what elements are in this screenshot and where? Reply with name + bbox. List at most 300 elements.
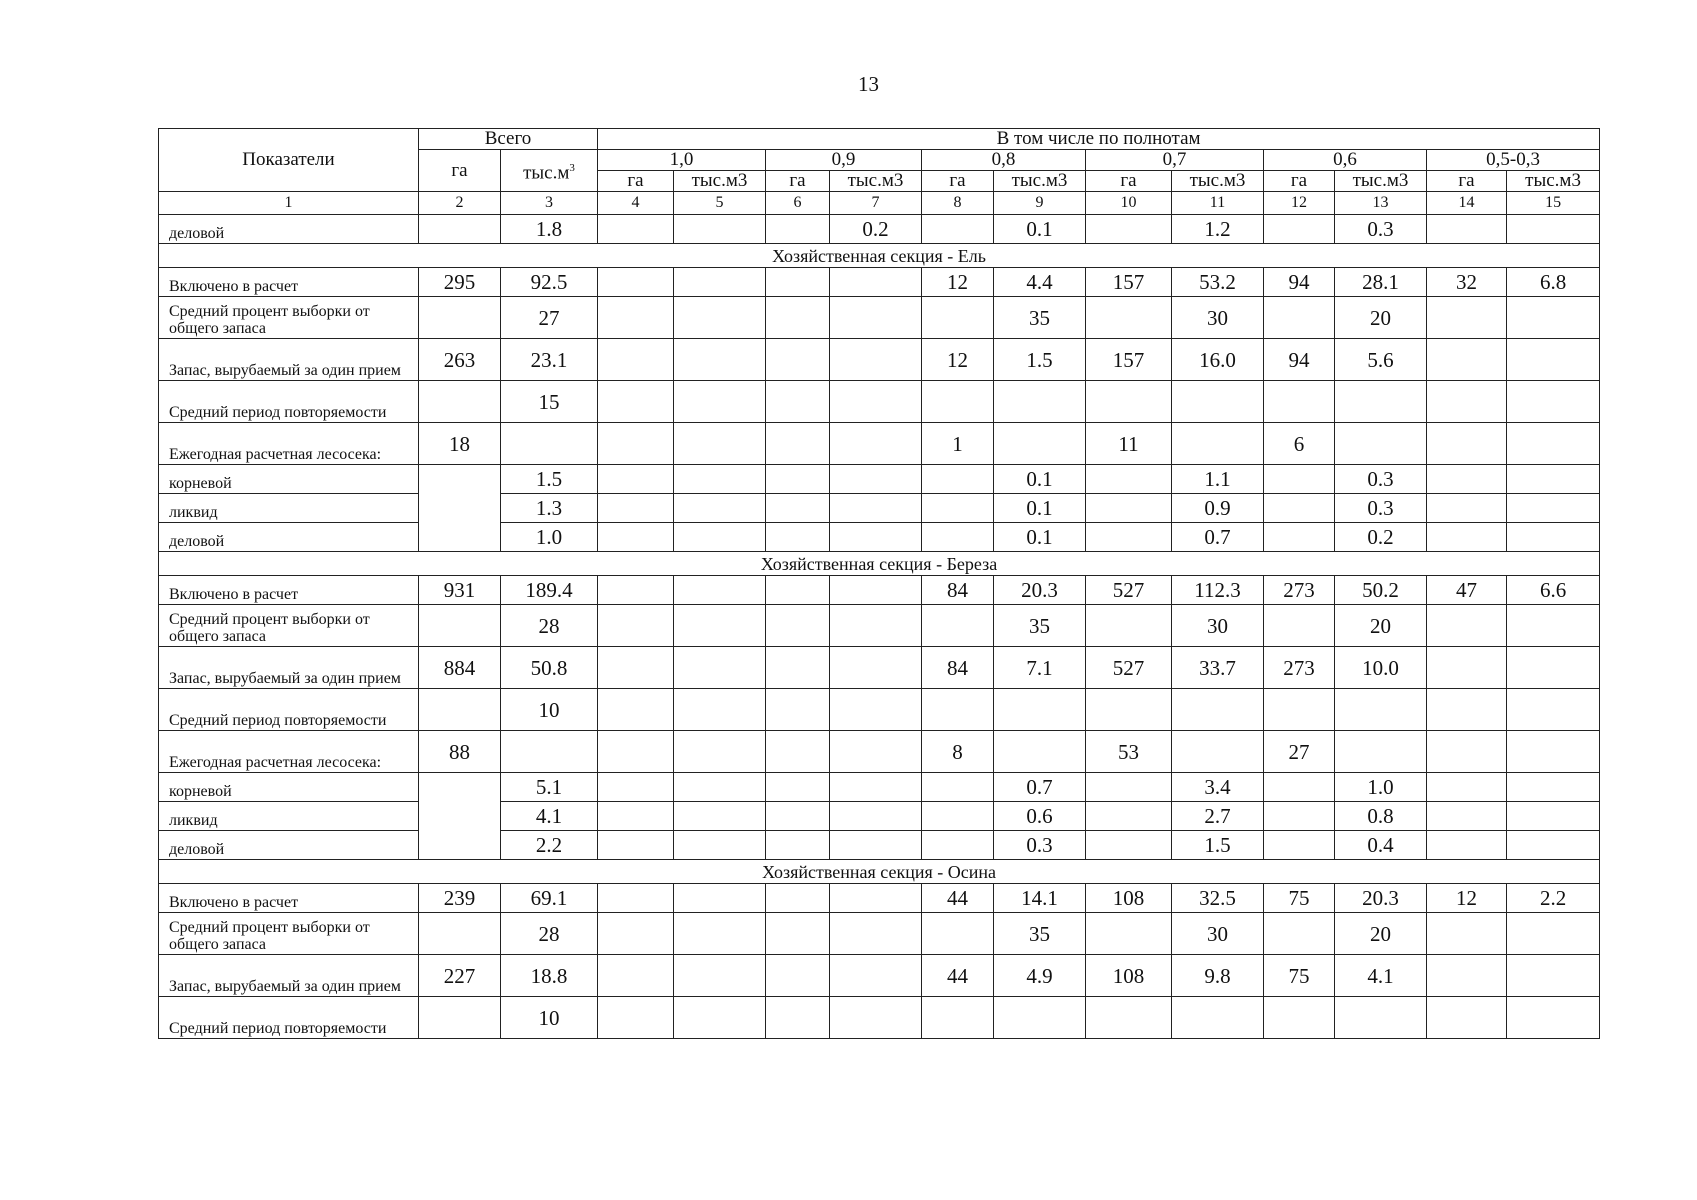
table-row [159, 465, 1600, 494]
row-label: Средний период повторяемости [159, 381, 419, 423]
table-cell [1086, 523, 1172, 552]
table-cell [1507, 689, 1600, 731]
density-header: 0,9 [766, 150, 922, 171]
table-cell [1264, 689, 1335, 731]
density-header: 0,7 [1086, 150, 1264, 171]
table-cell: 75 [1264, 955, 1335, 997]
table-cell: 263 [419, 339, 501, 381]
table-cell [1507, 955, 1600, 997]
table-cell [830, 605, 922, 647]
column-number: 11 [1172, 192, 1264, 215]
section-row [159, 244, 1600, 268]
page-number: 13 [858, 72, 879, 96]
table-cell: 30 [1172, 913, 1264, 955]
table-cell [674, 523, 766, 552]
row-label: деловой [159, 215, 419, 244]
table-cell [922, 773, 994, 802]
unit-ha-header: га [1086, 171, 1172, 192]
table-cell [766, 731, 830, 773]
table-cell: 35 [994, 297, 1086, 339]
row-label: деловой [159, 831, 419, 860]
table-cell: 20 [1335, 605, 1427, 647]
column-number: 1 [159, 192, 419, 215]
table-cell [598, 689, 674, 731]
density-header: 0,8 [922, 150, 1086, 171]
table-cell [1427, 913, 1507, 955]
table-row [159, 773, 1600, 802]
table-cell [1264, 802, 1335, 831]
table-cell [1507, 802, 1600, 831]
table-row [159, 913, 1600, 955]
table-cell [1507, 773, 1600, 802]
table-cell [1427, 997, 1507, 1039]
table-cell: 50.2 [1335, 576, 1427, 605]
table-cell [1427, 955, 1507, 997]
table-cell: 0.3 [1335, 494, 1427, 523]
table-row [159, 955, 1600, 997]
table-cell [766, 523, 830, 552]
table-cell: 84 [922, 647, 994, 689]
section-row [159, 860, 1600, 884]
table-row [159, 884, 1600, 913]
table-cell: 20 [1335, 297, 1427, 339]
table-row [159, 215, 1600, 244]
table-cell: 12 [922, 339, 994, 381]
table-cell: 92.5 [501, 268, 598, 297]
table-cell [674, 576, 766, 605]
table-cell [1507, 997, 1600, 1039]
table-cell [598, 831, 674, 860]
table-cell [1264, 913, 1335, 955]
table-cell: 527 [1086, 576, 1172, 605]
table-cell [830, 523, 922, 552]
table-cell [1427, 215, 1507, 244]
table-cell: 9.8 [1172, 955, 1264, 997]
table-cell [1507, 494, 1600, 523]
table-cell: 53 [1086, 731, 1172, 773]
column-number: 14 [1427, 192, 1507, 215]
table-cell [1427, 831, 1507, 860]
column-number: 2 [419, 192, 501, 215]
row-label: Включено в расчет [159, 268, 419, 297]
table-cell: 10 [501, 689, 598, 731]
unit-ha-header: га [1264, 171, 1335, 192]
table-cell [766, 339, 830, 381]
table-cell: 1 [922, 423, 994, 465]
table-cell [674, 381, 766, 423]
table-cell: 27 [1264, 731, 1335, 773]
table-cell [994, 997, 1086, 1039]
table-cell [1335, 689, 1427, 731]
table-cell [922, 831, 994, 860]
table-cell [598, 268, 674, 297]
row-label: Ежегодная расчетная лесосека: [159, 423, 419, 465]
section-title: Хозяйственная секция - Береза [159, 552, 1600, 576]
table-cell: 0.1 [994, 215, 1086, 244]
table-cell: 527 [1086, 647, 1172, 689]
table-row [159, 494, 1600, 523]
unit-volume-header: тыс.м3 [994, 171, 1086, 192]
table-cell: 35 [994, 605, 1086, 647]
table-cell: 273 [1264, 576, 1335, 605]
column-number: 9 [994, 192, 1086, 215]
section-title: Хозяйственная секция - Осина [159, 860, 1600, 884]
table-row [159, 381, 1600, 423]
unit-volume-header: тыс.м3 [1172, 171, 1264, 192]
table-row [159, 731, 1600, 773]
table-cell [598, 423, 674, 465]
table-cell [674, 731, 766, 773]
row-label: деловой [159, 523, 419, 552]
table-cell [674, 647, 766, 689]
table-cell: 32.5 [1172, 884, 1264, 913]
table-cell: 94 [1264, 339, 1335, 381]
table-cell [1427, 494, 1507, 523]
table-cell [766, 689, 830, 731]
table-cell: 2.7 [1172, 802, 1264, 831]
table-row [159, 523, 1600, 552]
table-cell: 295 [419, 268, 501, 297]
row-label: Средний период повторяемости [159, 689, 419, 731]
row-label: Включено в расчет [159, 884, 419, 913]
row-label: Ежегодная расчетная лесосека: [159, 731, 419, 773]
table-cell [830, 339, 922, 381]
table-cell: 239 [419, 884, 501, 913]
table-cell: 884 [419, 647, 501, 689]
table-cell: 75 [1264, 884, 1335, 913]
table-cell [1335, 997, 1427, 1039]
table-cell [674, 297, 766, 339]
unit-ha-header: га [922, 171, 994, 192]
table-cell: 0.4 [1335, 831, 1427, 860]
table-cell [830, 802, 922, 831]
table-row [159, 339, 1600, 381]
row-label: Средний процент выборки от общего запаса [159, 605, 419, 647]
table-cell [1086, 381, 1172, 423]
table-cell [830, 494, 922, 523]
table-cell: 1.5 [501, 465, 598, 494]
column-number: 3 [501, 192, 598, 215]
table-cell: 0.7 [1172, 523, 1264, 552]
table-cell [1335, 731, 1427, 773]
table-cell: 273 [1264, 647, 1335, 689]
table-cell [1507, 339, 1600, 381]
table-cell [1427, 689, 1507, 731]
table-cell [922, 381, 994, 423]
table-cell [419, 605, 501, 647]
table-cell [766, 831, 830, 860]
table-cell [1264, 465, 1335, 494]
table-cell [1507, 831, 1600, 860]
table-cell [674, 913, 766, 955]
table-cell: 157 [1086, 339, 1172, 381]
table-cell [830, 955, 922, 997]
table-cell: 0.3 [1335, 215, 1427, 244]
table-cell [1264, 297, 1335, 339]
table-cell [1264, 494, 1335, 523]
row-label: Включено в расчет [159, 576, 419, 605]
table-cell: 157 [1086, 268, 1172, 297]
unit-ha-header: га [1427, 171, 1507, 192]
table-cell: 1.5 [1172, 831, 1264, 860]
column-number: 15 [1507, 192, 1600, 215]
table-cell: 3.4 [1172, 773, 1264, 802]
table-cell [419, 997, 501, 1039]
table-cell [674, 955, 766, 997]
table-cell [598, 215, 674, 244]
table-cell [1086, 913, 1172, 955]
table-cell [994, 731, 1086, 773]
table-cell: 6 [1264, 423, 1335, 465]
table-cell: 5.6 [1335, 339, 1427, 381]
table-cell [1507, 523, 1600, 552]
table-cell: 4.4 [994, 268, 1086, 297]
table-row [159, 689, 1600, 731]
table-cell [1172, 997, 1264, 1039]
table-cell: 112.3 [1172, 576, 1264, 605]
table-cell: 84 [922, 576, 994, 605]
table-cell [994, 423, 1086, 465]
total-volume-header: $тыс.м^3$ [501, 150, 598, 192]
table-cell [766, 423, 830, 465]
table-cell: 0.9 [1172, 494, 1264, 523]
table-cell: 2.2 [1507, 884, 1600, 913]
table-cell: 28 [501, 605, 598, 647]
table-cell [1507, 913, 1600, 955]
table-cell: 10 [501, 997, 598, 1039]
table-cell: 53.2 [1172, 268, 1264, 297]
table-cell [1427, 423, 1507, 465]
table-cell: 8 [922, 731, 994, 773]
table-cell [598, 523, 674, 552]
table-cell: 1.0 [1335, 773, 1427, 802]
section-title: Хозяйственная секция - Ель [159, 244, 1600, 268]
table-cell [1427, 297, 1507, 339]
table-cell [922, 997, 994, 1039]
density-header: 0,5-0,3 [1427, 150, 1600, 171]
table-cell [1264, 381, 1335, 423]
table-cell [501, 731, 598, 773]
table-cell [1427, 605, 1507, 647]
table-cell [419, 689, 501, 731]
table-cell: 4.9 [994, 955, 1086, 997]
table-cell [766, 913, 830, 955]
unit-volume-header: тыс.м3 [1335, 171, 1427, 192]
table-cell: 18 [419, 423, 501, 465]
table-cell [419, 913, 501, 955]
table-cell: 32 [1427, 268, 1507, 297]
table-cell [922, 802, 994, 831]
table-cell [1507, 297, 1600, 339]
table-cell [766, 494, 830, 523]
table-cell [1427, 731, 1507, 773]
table-cell [674, 997, 766, 1039]
table-cell [1172, 689, 1264, 731]
table-cell [674, 494, 766, 523]
column-number: 12 [1264, 192, 1335, 215]
table-cell: 50.8 [501, 647, 598, 689]
table-cell: 47 [1427, 576, 1507, 605]
table-cell [830, 689, 922, 731]
table-cell: 30 [1172, 297, 1264, 339]
table-cell: 12 [1427, 884, 1507, 913]
table-cell [830, 647, 922, 689]
column-number: 8 [922, 192, 994, 215]
table-cell: 0.6 [994, 802, 1086, 831]
table-cell: 1.8 [501, 215, 598, 244]
table-cell [1086, 689, 1172, 731]
table-cell [598, 913, 674, 955]
table-cell [598, 605, 674, 647]
column-number: 5 [674, 192, 766, 215]
table-cell [598, 647, 674, 689]
table-cell [419, 465, 501, 552]
table-cell [1427, 465, 1507, 494]
table-cell: 12 [922, 268, 994, 297]
table-cell: 1.1 [1172, 465, 1264, 494]
table-cell: 35 [994, 913, 1086, 955]
table-cell [1427, 381, 1507, 423]
table-cell: 0.2 [830, 215, 922, 244]
table-cell [419, 773, 501, 860]
table-cell [1335, 423, 1427, 465]
table-cell: 0.2 [1335, 523, 1427, 552]
table-cell [674, 884, 766, 913]
table-cell [501, 423, 598, 465]
row-label: Средний процент выборки от общего запаса [159, 297, 419, 339]
column-number: 10 [1086, 192, 1172, 215]
table-cell [1507, 423, 1600, 465]
table-cell [766, 576, 830, 605]
column-number: 7 [830, 192, 922, 215]
table-cell [1335, 381, 1427, 423]
table-cell: 0.1 [994, 465, 1086, 494]
table-cell: 4.1 [1335, 955, 1427, 997]
table-cell: 189.4 [501, 576, 598, 605]
table-cell: 69.1 [501, 884, 598, 913]
table-cell [1086, 773, 1172, 802]
table-row [159, 831, 1600, 860]
table-cell [1427, 802, 1507, 831]
table-cell [830, 381, 922, 423]
table-cell [1427, 523, 1507, 552]
table-cell [1507, 215, 1600, 244]
table-row [159, 802, 1600, 831]
table-cell [1086, 215, 1172, 244]
table-cell [1264, 773, 1335, 802]
row-label: ликвид [159, 802, 419, 831]
table-cell [922, 523, 994, 552]
table-cell [830, 423, 922, 465]
table-cell [1086, 297, 1172, 339]
table-cell [1086, 494, 1172, 523]
table-row [159, 647, 1600, 689]
table-cell [598, 339, 674, 381]
table-cell [674, 773, 766, 802]
table-cell [994, 381, 1086, 423]
density-header: 0,6 [1264, 150, 1427, 171]
column-number: 13 [1335, 192, 1427, 215]
table-cell [674, 802, 766, 831]
unit-volume-header: тыс.м3 [674, 171, 766, 192]
table-cell [419, 297, 501, 339]
table-cell [830, 884, 922, 913]
table-cell: 0.8 [1335, 802, 1427, 831]
table-cell: 44 [922, 884, 994, 913]
table-cell: 16.0 [1172, 339, 1264, 381]
table-cell [922, 215, 994, 244]
table-cell [1427, 647, 1507, 689]
table-cell: 1.2 [1172, 215, 1264, 244]
section-row [159, 552, 1600, 576]
table-cell: 5.1 [501, 773, 598, 802]
table-cell [766, 215, 830, 244]
density-header: 1,0 [598, 150, 766, 171]
unit-volume-header: тыс.м3 [1507, 171, 1600, 192]
table-cell: 44 [922, 955, 994, 997]
indicators-header: Показатели [159, 129, 419, 192]
table-row [159, 297, 1600, 339]
table-cell [1264, 831, 1335, 860]
table-cell: 0.3 [1335, 465, 1427, 494]
table-cell [598, 297, 674, 339]
table-cell [674, 831, 766, 860]
table-cell: 6.8 [1507, 268, 1600, 297]
table-cell [830, 731, 922, 773]
table-cell [1427, 339, 1507, 381]
table-cell: 108 [1086, 884, 1172, 913]
table-cell [922, 297, 994, 339]
table-cell [674, 605, 766, 647]
table-row [159, 605, 1600, 647]
row-label: Запас, вырубаемый за один прием [159, 955, 419, 997]
table-cell [1507, 647, 1600, 689]
table-row [159, 576, 1600, 605]
table-cell: 4.1 [501, 802, 598, 831]
table-cell: 7.1 [994, 647, 1086, 689]
table-cell [1427, 773, 1507, 802]
table-cell [598, 381, 674, 423]
by-density-header: В том числе по полнотам [598, 129, 1600, 150]
table-cell [766, 997, 830, 1039]
row-label: корневой [159, 465, 419, 494]
table-cell: 28 [501, 913, 598, 955]
table-cell: 0.3 [994, 831, 1086, 860]
table-cell [994, 689, 1086, 731]
table-cell [1086, 465, 1172, 494]
column-number: 6 [766, 192, 830, 215]
total-ha-header: га [419, 150, 501, 192]
table-row [159, 268, 1600, 297]
table-row [159, 997, 1600, 1039]
row-label: Средний процент выборки от общего запаса [159, 913, 419, 955]
table-cell [766, 605, 830, 647]
table-cell [766, 465, 830, 494]
table-cell [830, 576, 922, 605]
table-cell [830, 997, 922, 1039]
table-cell [1172, 423, 1264, 465]
table-cell: 0.1 [994, 494, 1086, 523]
table-cell [1507, 731, 1600, 773]
table-cell [598, 955, 674, 997]
table-cell [1086, 831, 1172, 860]
row-label: корневой [159, 773, 419, 802]
table-cell [830, 297, 922, 339]
table-cell: 20 [1335, 913, 1427, 955]
table-cell [674, 215, 766, 244]
unit-ha-header: га [598, 171, 674, 192]
row-label: Запас, вырубаемый за один прием [159, 647, 419, 689]
